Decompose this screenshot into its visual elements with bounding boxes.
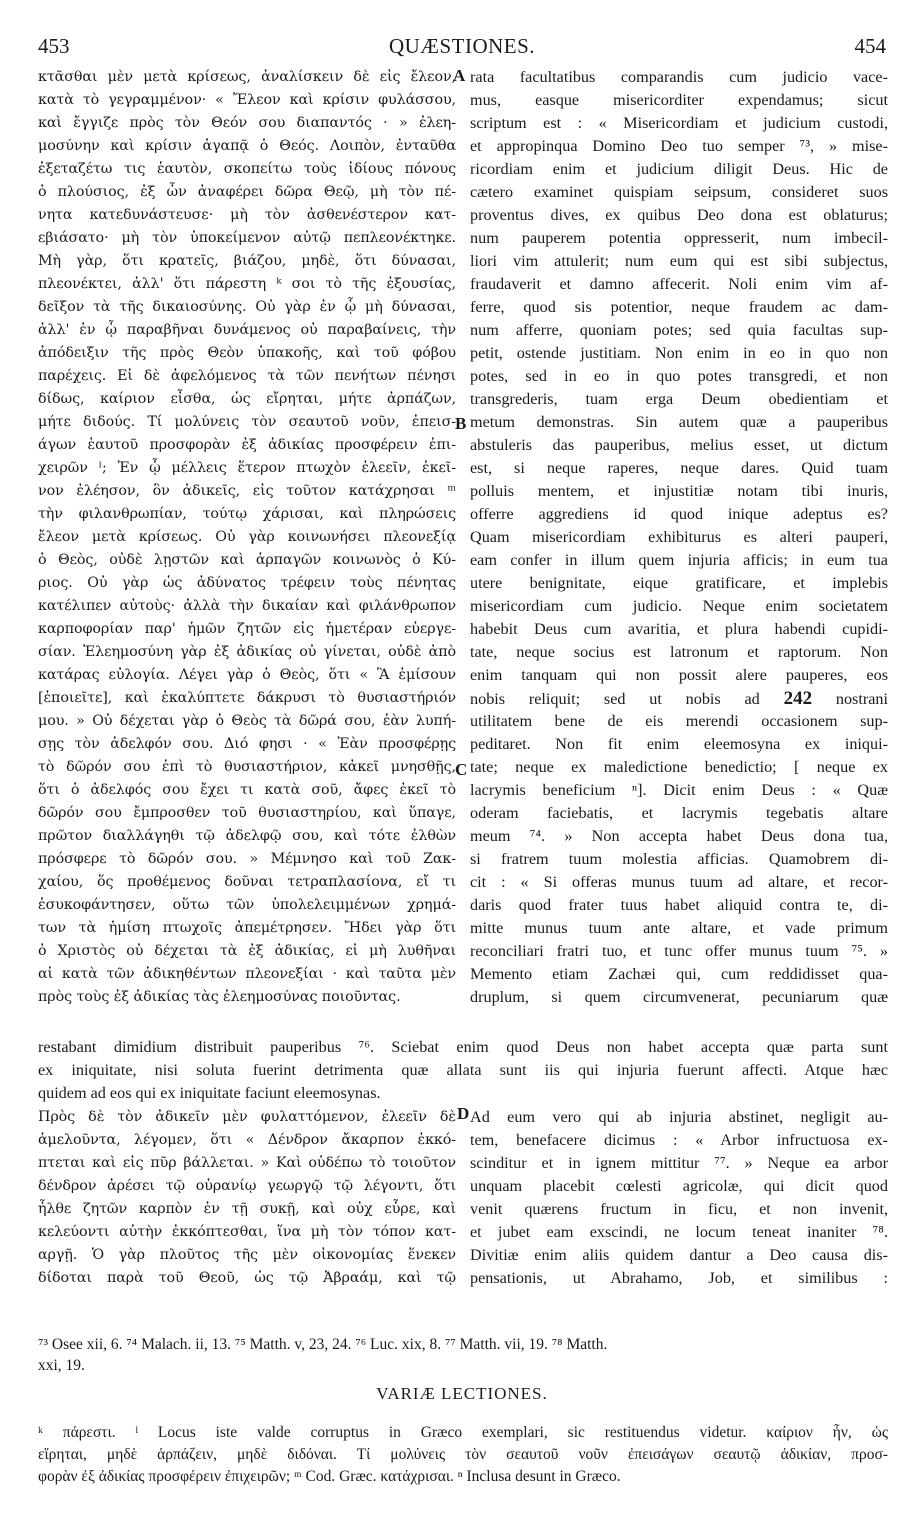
page-reference-number: 242 bbox=[783, 688, 813, 709]
greek-text-line: πρῶτον διαλλάγηθι τῷ ἀδελφῷ σου, καὶ τότε ἐλθὼν bbox=[38, 828, 456, 844]
latin-text-line: metum demonstras. Sin autem quæ a pauperibus bbox=[470, 413, 888, 431]
greek-text-line: πτεται καὶ εἰς πῦρ βάλλεται. » Καὶ οὐδέπω τὸ τοιοῦτον bbox=[38, 1155, 456, 1171]
greek-text-line: παρέχεις. Εἰ δὲ ἀφελόμενος τὰ τῶν πενήτων πένησι bbox=[38, 368, 456, 384]
latin-text-line: daris quod frater tuus habet aliquid contra te, di- bbox=[470, 896, 888, 914]
greek-text-line: κατάρας εὐλογία. Λέγει γὰρ ὁ Θεὸς, ὅτι « Ἃ ἐμίσουν bbox=[38, 667, 456, 683]
latin-text-line: Memento etiam Zachæi qui, cum reddidisset qua- bbox=[470, 965, 888, 983]
latin-text-line: liori vim attulerit; num eum qui est sibi subjectus, bbox=[470, 252, 888, 270]
greek-text-line: ἀμελοῦντα, λέγομεν, ὅτι « Δένδρον ἄκαρπον ἐκκό- bbox=[38, 1132, 456, 1148]
greek-text-line: πρόσφερε τὸ δῶρόν σου. » Μέμνησο καὶ τοῦ Ζακ- bbox=[38, 851, 456, 867]
greek-text-line: πρὸς τοὺς ἐξ ἀδικίας τὰς ἐλεημοσύνας ποιοῦντας. bbox=[38, 989, 401, 1005]
section-marker-b: B bbox=[455, 414, 467, 433]
latin-text-line: proventus dives, ex quibus Deo dona est oblaturus; bbox=[470, 206, 888, 224]
greek-text-line: ὁ πλούσιος, ἐξ ὧν ἀναφέρει δῶρα Θεῷ, μὴ τὸν πέ- bbox=[38, 184, 456, 200]
page-header bbox=[38, 34, 886, 60]
greek-text-line: αργῇ. Ὁ γὰρ πλοῦτος τῆς μὲν οἰκονομίας ἕνεκεν bbox=[38, 1247, 456, 1263]
latin-text-line: meum ⁷⁴. » Non accepta habet Deus dona tua, bbox=[470, 827, 888, 845]
page-number-right: 454 bbox=[854, 34, 886, 58]
greek-text-line: σίαν. Ἐλεημοσύνη γὰρ ἐξ ἀδικίας οὐ γίνεται, οὐδὲ ἀπὸ bbox=[38, 644, 456, 660]
footnotes bbox=[38, 1334, 888, 1376]
greek-column bbox=[38, 66, 456, 1009]
latin-text-line: peditaret. Non fit enim eleemosyna ex iniqui- bbox=[470, 735, 888, 753]
greek-text-line: ὁ Θεὸς, οὐδὲ λῃστῶν καὶ ἁρπαγῶν κοινωνὸς ὁ Κύ- bbox=[38, 552, 456, 568]
greek-text-line: μου. » Οὐ δέχεται γὰρ ὁ Θεὸς τὰ δῶρά σου, ἐὰν λυπή- bbox=[38, 713, 456, 729]
latin-text-line: eam confer in illum quem injuria afficis; in eum tua bbox=[470, 551, 888, 569]
latin-text-line: et jubet eam exscindi, ne locum teneat inaniter ⁷⁸. bbox=[470, 1223, 888, 1241]
greek-text-line: δίδοται παρὰ τοῦ Θεοῦ, ὡς τῷ Ἀβραάμ, καὶ τῷ bbox=[38, 1270, 456, 1286]
latin-text-line: num pauperem potentia oppresserit, num imbecil- bbox=[470, 229, 888, 247]
greek-text-line: Πρὸς δὲ τὸν ἀδικεῖν μὲν φυλαττόμενον, ἐλεεῖν δὲ bbox=[38, 1109, 456, 1125]
greek-text-line: ριος. Οὐ γὰρ ὡς ἀδύνατος τρέφειν τοὺς πένητας bbox=[38, 575, 456, 591]
latin-text-line bbox=[470, 687, 888, 710]
greek-text-line: Μὴ γὰρ, ὅτι κρατεῖς, βιάζου, μηδὲ, ὅτι δύνασαι, bbox=[38, 253, 456, 269]
latin-text-line: utilitatem bene de eis merendi occasionem sup- bbox=[470, 712, 888, 730]
greek-text-line: νον ἐλέησον, ὃν ἀδικεῖς, εἰς τοῦτον κατάχρησαι ᵐ bbox=[38, 483, 456, 499]
latin-text-line: transgrederis, tuam erga Deum obedientiam et bbox=[470, 390, 888, 408]
variae-lectiones-notes bbox=[38, 1422, 888, 1488]
full-width-line: restabant dimidium distribuit pauperibus ⁷⁶. Sciebat enim quod Deus non habet accepta quæ parta sunt bbox=[38, 1038, 888, 1056]
latin-text-line: num afferre, quoniam potes; sed quia facultas sup- bbox=[470, 321, 888, 339]
latin-text-line: lacrymis beneficium ⁿ]. Dicit enim Deus : « Quæ bbox=[470, 781, 888, 799]
latin-text-line: druplum, si quem circumvenerat, pecuniarum quæ bbox=[470, 988, 888, 1006]
latin-column bbox=[470, 66, 888, 1009]
latin-text-line: petit, ostende justitiam. Non enim in eo in quo non bbox=[470, 344, 888, 362]
latin-text-line: habebit Deus cum avaritia, et plura habendi cupidi- bbox=[470, 620, 888, 638]
page-number-left: 453 bbox=[38, 34, 70, 58]
greek-text-line: αἱ κατὰ τῶν ἀδικηθέντων πλεονεξίαι · καὶ ταῦτα μὲν bbox=[38, 966, 456, 982]
latin-text-line: mus, easque misericorditer expendamus; sicut bbox=[470, 91, 888, 109]
greek-text-line: μήτε διδούς. Τί μολύνεις τὸν σεαυτοῦ νοῦν, ἐπεισ- bbox=[38, 414, 456, 430]
greek-text-line: πλεονέκτει, ἀλλ' ὅτι πάρεστη ᵏ σοι τὸ τῆς ἐξουσίας, bbox=[38, 276, 456, 292]
greek-text-line: χαίου, ὅς προθέμενος δοῦναι τετραπλασίονα, εἴ τι bbox=[38, 874, 456, 890]
latin-text-segment: nobis reliquit; sed ut nobis ad bbox=[470, 690, 784, 708]
latin-text-line: potes, sed in eo in quo potes transgredi, et non bbox=[470, 367, 888, 385]
greek-text-line: καὶ ἔγγιζε πρὸς τὸν Θεόν σου διαπαντός · » ἐλεη- bbox=[38, 115, 456, 131]
greek-text-line: ἐξεταζέτω τις ἑαυτὸν, σκοπείτω τοὺς ἰδίους πόνους bbox=[38, 161, 456, 177]
greek-text-line: [ἐποιεῖτε], καὶ ἐκαλύπτετε δάκρυσι τὸ θυσιαστήριόν bbox=[38, 690, 456, 706]
latin-text-line: Ad eum vero qui ab injuria abstinet, negligit au- bbox=[470, 1108, 888, 1126]
latin-text-line: polluis mentem, et injustitiæ notam tibi inuris, bbox=[470, 482, 888, 500]
greek-column-lower bbox=[38, 1106, 456, 1290]
latin-text-line: mitte munus tuum ante altare, et vade primum bbox=[470, 919, 888, 937]
latin-column-lower bbox=[470, 1106, 888, 1290]
full-width-latin bbox=[38, 1036, 888, 1105]
latin-text-line: cit : « Si offeras munus tuum ad altare, et recor- bbox=[470, 873, 888, 891]
greek-text-line: κτᾶσθαι μὲν μετὰ κρίσεως, ἀναλίσκειν δὲ εἰς ἔλεον, bbox=[38, 69, 456, 85]
latin-text-line: rata facultatibus comparandis cum judicio vace- bbox=[470, 68, 888, 86]
latin-text-line: offerre aggrediens id quod inique adeptus es? bbox=[470, 505, 888, 523]
greek-text-line: ἀλλ' ἐν ᾧ παραβῆναι δυνάμενος οὐ παραβαίνεις, τὴν bbox=[38, 322, 456, 338]
latin-text-line: reconciliari fratri tuo, et tunc offer munus tuum ⁷⁵. » bbox=[470, 942, 888, 960]
greek-text-line: μοσύνην καὶ κρίσιν ἀγαπᾷ ὁ Θεός. Λοιπὸν, ἐνταῦθα bbox=[38, 138, 456, 154]
greek-text-line: εβιάσατο· μὴ τὸν ὑποκείμενον αὐτῷ πεπλεονέκτηκε. bbox=[38, 230, 456, 246]
greek-text-line: κατὰ τὸ γεγραμμένον· « Ἔλεον καὶ κρίσιν φυλάσσου, bbox=[38, 92, 456, 108]
greek-text-line: νητα κατεδυνάστευσε· μὴ τὸν ἀσθενέστερον κατ- bbox=[38, 207, 456, 223]
latin-text-line: oderam faciebatis, et lacrymis tegebatis altare bbox=[470, 804, 888, 822]
latin-text-line: tate, neque socius est latronum et raptorum. Non bbox=[470, 643, 888, 661]
greek-text-line: δίδως, καίριον εἶσθα, ὡς εἴρηται, μήτε ἁρπάζων, bbox=[38, 391, 456, 407]
variant-reading-line: ᵏ πάρεστι. ˡ Locus iste valde corruptus in Græco exemplari, sic restituendus videtur. καίριον ἦν, ὡς bbox=[38, 1424, 888, 1441]
latin-text-line: et appropinqua Domino Deo tuo semper ⁷³, » mise- bbox=[470, 137, 888, 155]
greek-text-line: ὅτι ὁ ἀδελφός σου ἔχει τι κατὰ σοῦ, ἄφες ἐκεῖ τὸ bbox=[38, 782, 456, 798]
greek-text-line: ἔλεον μετὰ κρίσεως. Οὐ γὰρ κοινωνήσει πλεονεξίᾳ bbox=[38, 529, 456, 545]
greek-text-line: δεῖξον τὰ τῆς δικαιοσύνης. Οὐ γὰρ ἐν ᾧ μὴ δύνασαι, bbox=[38, 299, 456, 315]
section-marker-c: C bbox=[455, 760, 468, 779]
section-marker-d: D bbox=[457, 1104, 470, 1123]
variae-lectiones-heading: VARIÆ LECTIONES. bbox=[376, 1384, 548, 1403]
greek-text-line: κατέλιπεν αὐτοὺς· ἀλλὰ τὴν δικαίαν καὶ φιλάνθρωπον bbox=[38, 598, 456, 614]
greek-text-line: ἐσυκοφάντησεν, οὕτω τῶν ὑπολελειμμένων χρημά- bbox=[38, 897, 456, 913]
greek-text-line: καρποφορίαν παρ' ἡμῶν ζητῶν εἰς ἡμετέραν εὐεργε- bbox=[38, 621, 456, 637]
latin-text-line: tem, benefacere dicimus : « Arbor infructuosa ex- bbox=[470, 1131, 888, 1149]
variant-reading-line: εἴρηται, μηδὲ ἁρπάζειν, μηδὲ διδόναι. Τί μολύνεις τὸν σεαυτοῦ νοῦν ἐπεισάγων σεαυτῷ ἀδικίαν, προσ- bbox=[38, 1446, 888, 1463]
greek-text-line: τὴν φιλανθρωπίαν, τούτῳ χάρισαι, καὶ πληρώσεις bbox=[38, 506, 456, 522]
latin-text-line: ferre, quod sis potentior, neque fraudem ac dam- bbox=[470, 298, 888, 316]
latin-text-line: venit quærens fructum in ficu, et non invenit, bbox=[470, 1200, 888, 1218]
latin-text-line: Divitiæ enim aliis quidem dantur a Deo causa dis- bbox=[470, 1246, 888, 1264]
latin-text-line: utere benignitate, eique gratificare, et implebis bbox=[470, 574, 888, 592]
latin-text-line: tate; neque ex maledictione benedictio; [ neque ex bbox=[470, 758, 888, 776]
greek-text-line: σῃς τὸν ἀδελφόν σου. Διό φησι · « Ἐὰν προσφέρῃς bbox=[38, 736, 456, 752]
footnote-line: ⁷³ Osee xii, 6. ⁷⁴ Malach. ii, 13. ⁷⁵ Matth. v, 23, 24. ⁷⁶ Luc. xix, 8. ⁷⁷ Matth. vii, 19. ⁷⁸ Matth. bbox=[38, 1336, 608, 1353]
latin-text-line: unquam placebit cœlesti agricolæ, qui dicit quod bbox=[470, 1177, 888, 1195]
latin-text-line: abstuleris das pauperibus, melius esset, ut dictum bbox=[470, 436, 888, 454]
latin-text-line: si fratrem tuum molestia afficias. Quamobrem di- bbox=[470, 850, 888, 868]
full-width-line: quidem ad eos qui ex iniquitate faciunt eleemosynas. bbox=[38, 1084, 381, 1102]
greek-text-line: χειρῶν ˡ; Ἐν ᾧ μέλλεις ἕτερον πτωχὸν ἐλεεῖν, ἐκεῖ- bbox=[38, 460, 456, 476]
latin-text-line: scriptum est : « Misericordiam et judicium custodi, bbox=[470, 114, 888, 132]
section-marker-a: A bbox=[453, 66, 466, 85]
greek-text-line: δένδρον ἀρέσει τῷ οὐρανίῳ γεωργῷ τῷ λέγοντι, ὅτι bbox=[38, 1178, 456, 1194]
greek-text-line: ἀπόδειξιν τῆς πρὸς Θεὸν ὑπακοῆς, καὶ τοῦ φόβου bbox=[38, 345, 456, 361]
greek-text-line: ὁ Χριστὸς οὐ δέχεται τὰ ἐξ ἀδικίας, εἰ μὴ λυθῆναι bbox=[38, 943, 456, 959]
greek-text-line: ἦλθε ζητῶν καρπὸν ἐν τῇ συκῇ, καὶ οὐχ εὗρε, καὶ bbox=[38, 1201, 456, 1217]
latin-text-line: ricordiam enim et judicium diligit Deus. Hic de bbox=[470, 160, 888, 178]
latin-text-line: scinditur et in ignem mittitur ⁷⁷. » Neque ea arbor bbox=[470, 1154, 888, 1172]
latin-text-line: pensationis, ut Abrahamo, Job, et similibus : bbox=[470, 1269, 888, 1287]
latin-text-line: est, si neque raperes, neque dares. Quid tuam bbox=[470, 459, 888, 477]
running-title: QUÆSTIONES. bbox=[388, 34, 536, 58]
greek-text-line: δῶρόν σου ἔμπροσθεν τοῦ θυσιαστηρίου, καὶ ὕπαγε, bbox=[38, 805, 456, 821]
footnote-line: xxi, 19. bbox=[38, 1357, 85, 1374]
greek-text-line: άγων ἑαυτοῦ προσφορὰν ἐξ ἀδικίας προσφέρειν ἐπι- bbox=[38, 437, 456, 453]
variant-reading-line: φορὰν ἐξ ἀδικίας προσφέρειν ἐπιχειρῶν; ᵐ Cod. Græc. κατάχρισαι. ⁿ Inclusa desunt in Græco. bbox=[38, 1468, 621, 1485]
latin-text-segment: nostrani bbox=[812, 690, 888, 708]
latin-text-line: misericordiam cum judicio. Neque enim societatem bbox=[470, 597, 888, 615]
latin-text-line: Quam misericordiam exhibiturus es alteri pauperi, bbox=[470, 528, 888, 546]
latin-text-line: cætero examinet quispiam seipsum, consideret suos bbox=[470, 183, 888, 201]
greek-text-line: των τὰ ἡμίση πτωχοῖς ἀπεμέτρησεν. Ἤδει γὰρ ὅτι bbox=[38, 920, 456, 936]
greek-text-line: κελεύοντι αὐτὴν ἐκκόπτεσθαι, ἵνα μὴ τὸν τόπον κατ- bbox=[38, 1224, 456, 1240]
greek-text-line: τὸ δῶρόν σου ἐπὶ τὸ θυσιαστήριον, κἀκεῖ μνησθῇς, bbox=[38, 759, 456, 775]
full-width-line: ex iniquitate, nisi soluta fuerint detrimenta quæ allata sunt iis qui injuria fuerunt affecti. Atque hæc bbox=[38, 1061, 888, 1079]
latin-text-line: enim tanquam qui non possit alere pauperes, eos bbox=[470, 666, 888, 684]
latin-text-line: fraudaverit et damno affecerit. Noli enim vim af- bbox=[470, 275, 888, 293]
